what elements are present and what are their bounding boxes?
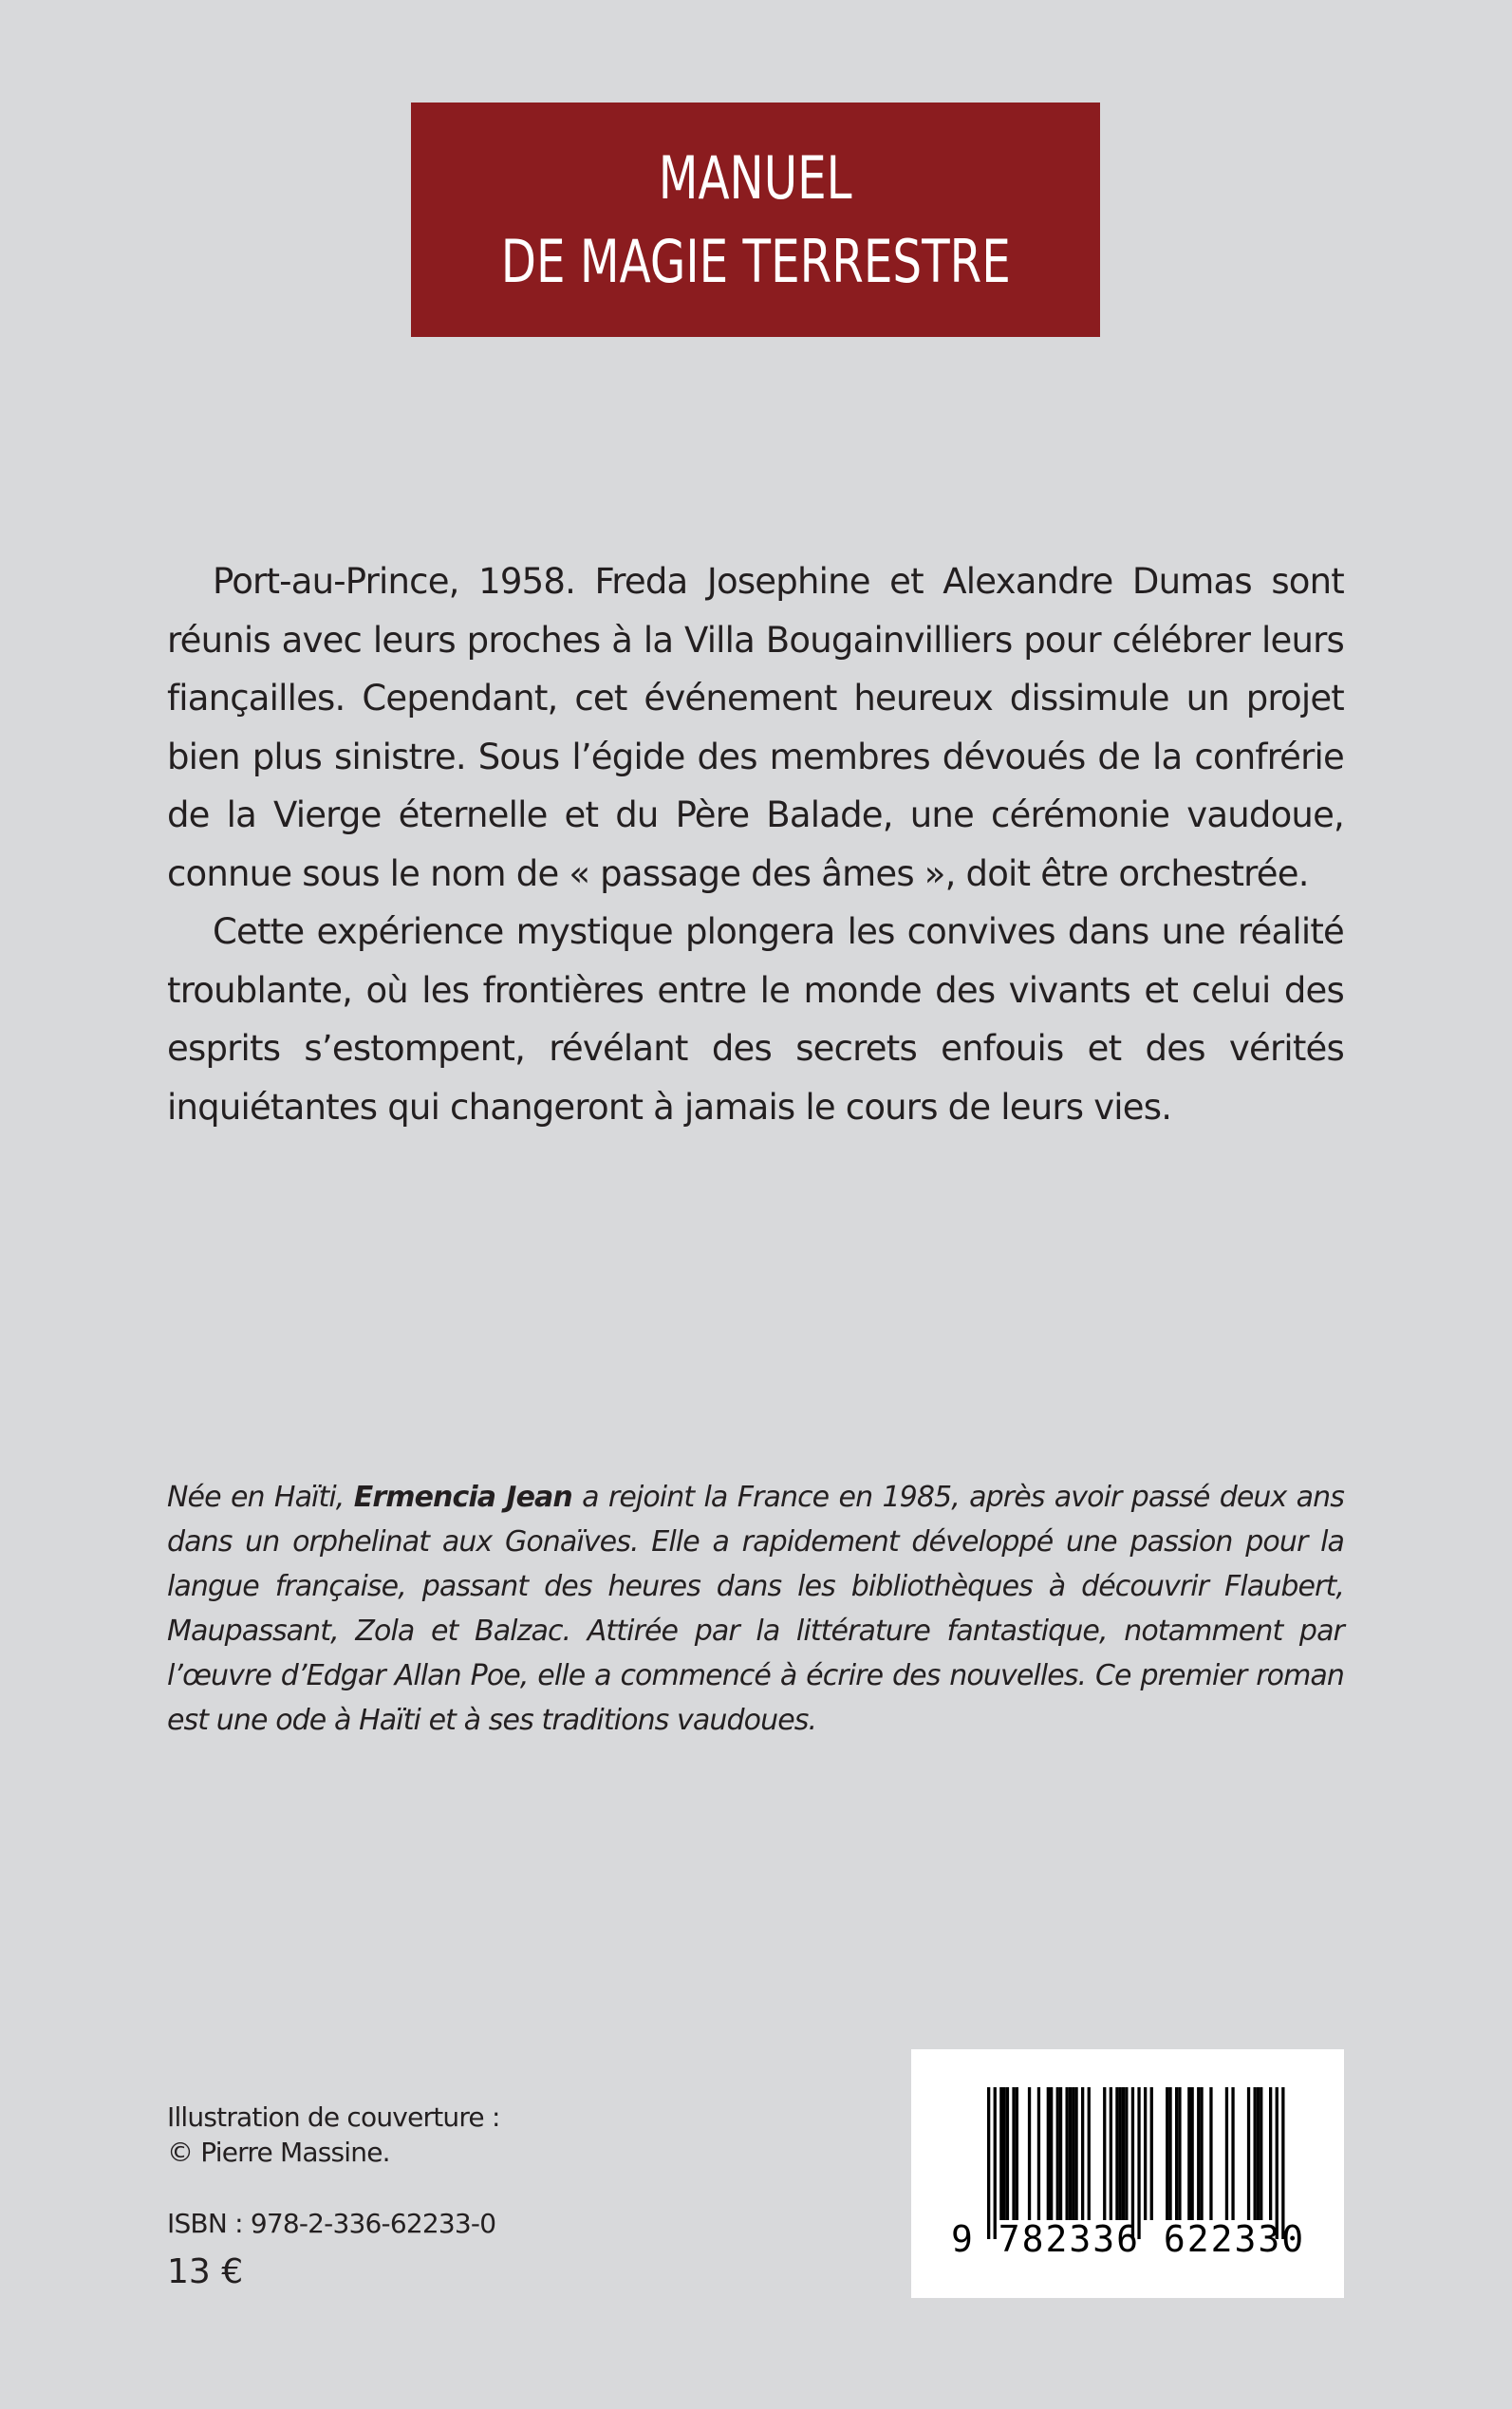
barcode-bar <box>1269 2087 1272 2220</box>
barcode-bar <box>987 2087 990 2239</box>
barcode-bar <box>1276 2087 1279 2239</box>
author-bio <box>167 1475 1344 1743</box>
barcode-bar <box>1260 2087 1262 2220</box>
barcode-bar <box>1281 2087 1284 2239</box>
barcode-bar <box>1231 2087 1234 2220</box>
illustration-label: Illustration de couverture : <box>167 2101 500 2133</box>
barcode <box>911 2049 1344 2298</box>
barcode-bars <box>911 2049 1344 2298</box>
barcode-bar <box>1074 2087 1077 2220</box>
synopsis <box>167 552 1344 1136</box>
barcode-bar <box>1137 2087 1140 2239</box>
cover-credits <box>167 2100 500 2170</box>
barcode-bar <box>1072 2087 1074 2220</box>
barcode-bar <box>1016 2087 1018 2220</box>
synopsis-paragraph-2: Cette expérience mystique plongera les convives dans une réalité troublante, où les frontières entre le monde des vivants et celui des esprits s’estompent, révélant des secrets enfouis et des vérités inquiétantes qui changeront à jamais le cours de leurs vies. <box>167 911 1344 1128</box>
barcode-bar <box>1247 2087 1250 2220</box>
barcode-bar <box>1003 2087 1006 2220</box>
barcode-bar <box>1066 2087 1069 2220</box>
barcode-bar <box>1209 2087 1212 2220</box>
price: 13 € <box>167 2252 244 2291</box>
barcode-bar <box>1006 2087 1009 2220</box>
bio-text: a rejoint la France en 1985, après avoir passé deux ans dans un orphelinat aux Gonaïves. Elle a rapidement développé une passion pour la langue française, passant des heures dans les bibliothèques à découvrir Flaubert, Maupassant, Zola et Balzac. Attirée par la littérature fantastique, notamment par l’œuvre d’Edgar Allan Poe, elle a commencé à écrire des nouvelles. Ce premier roman est une ode à Haïti et à ses traditions vaudoues. <box>167 1481 1344 1737</box>
barcode-bar <box>1012 2087 1015 2220</box>
barcode-bar <box>1191 2087 1194 2220</box>
barcode-bar <box>1069 2087 1072 2220</box>
barcode-bar <box>1200 2087 1203 2220</box>
barcode-bar <box>1028 2087 1031 2220</box>
barcode-bar <box>1187 2087 1190 2220</box>
barcode-digits: 9 782336 622330 <box>951 2218 1306 2260</box>
barcode-bar <box>1175 2087 1178 2220</box>
barcode-bar <box>1225 2087 1228 2220</box>
barcode-bar <box>1168 2087 1171 2220</box>
book-title-line-2: DE MAGIE TERRESTRE <box>500 226 1011 296</box>
barcode-bar <box>1088 2087 1091 2220</box>
barcode-bar <box>1110 2087 1112 2220</box>
barcode-bar <box>1125 2087 1128 2220</box>
barcode-bar <box>1122 2087 1125 2220</box>
illustration-credit: © Pierre Massine. <box>167 2137 390 2168</box>
isbn: ISBN : 978-2-336-62233-0 <box>167 2208 496 2239</box>
book-title-line-1: MANUEL <box>659 142 852 213</box>
author-name: Ermencia Jean <box>353 1481 572 1514</box>
barcode-bar <box>1131 2087 1134 2239</box>
barcode-bar <box>1254 2087 1257 2220</box>
barcode-bar <box>1056 2087 1059 2220</box>
bio-intro: Née en Haïti, <box>167 1481 354 1514</box>
barcode-bar <box>999 2087 1002 2220</box>
title-block <box>411 103 1100 337</box>
barcode-bar <box>1257 2087 1260 2220</box>
barcode-bar <box>1144 2087 1147 2220</box>
barcode-bar <box>1037 2087 1040 2220</box>
barcode-bar <box>1059 2087 1062 2220</box>
barcode-bar <box>1150 2087 1153 2220</box>
barcode-bar <box>1047 2087 1050 2220</box>
barcode-bar <box>1166 2087 1168 2220</box>
synopsis-paragraph-1: Port-au-Prince, 1958. Freda Josephine et Alexandre Dumas sont réunis avec leurs proches à la Villa Bougainvilliers pour célébrer leurs fiançailles. Cependant, cet événement heureux dissimule un projet bien plus sinistre. Sous l’égide des membres dévoués de la confrérie de la Vierge éternelle et du Père Balade, une cérémonie vaudoue, connue sous le nom de « passage des âmes », doit être orchestrée. <box>167 561 1344 894</box>
barcode-bar <box>1119 2087 1122 2220</box>
barcode-bar <box>1050 2087 1053 2220</box>
barcode-bar <box>1103 2087 1106 2220</box>
barcode-bar <box>1115 2087 1118 2220</box>
barcode-bar <box>994 2087 997 2239</box>
barcode-bar <box>1081 2087 1084 2220</box>
barcode-bar <box>1197 2087 1200 2220</box>
barcode-bar <box>1178 2087 1181 2220</box>
